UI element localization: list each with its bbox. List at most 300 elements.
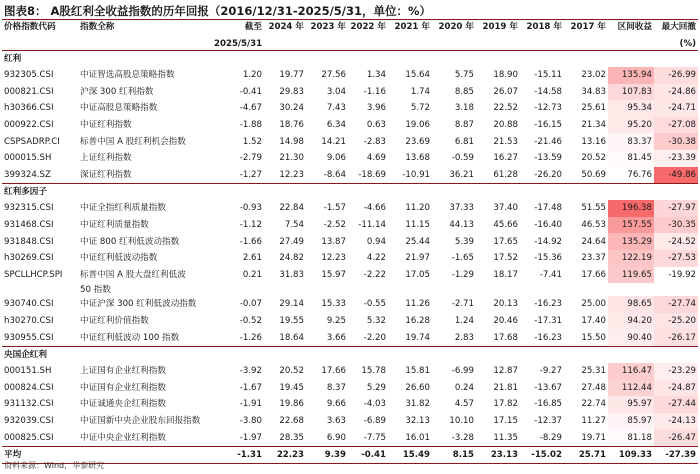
index-name: 中证 800 红利低波动指数 <box>80 236 180 247</box>
header-2017: 2017 年 <box>570 22 606 32</box>
index-name: 标普中国 A 股红利机会指数 <box>80 136 186 147</box>
value-interval: 196.38 <box>608 200 654 217</box>
value-2020: -3.28 <box>432 429 476 446</box>
header-cutoff-date: 2025/5/31 <box>214 38 263 49</box>
value-2018: -13.59 <box>534 153 562 164</box>
value-2022: -4.66 <box>363 203 386 214</box>
value-2023: -2.52 <box>323 220 346 231</box>
index-name: 中证沪深 300 红利低波动指数 <box>80 299 197 310</box>
value-2021: 32.13 <box>405 415 430 426</box>
table-row <box>2 217 698 234</box>
value-2019: 20.46 <box>493 316 518 327</box>
table-row <box>2 267 698 284</box>
value-interval: 85.97 <box>608 413 654 430</box>
blank-cell <box>388 283 432 296</box>
average-maxdd: -27.39 <box>654 446 698 463</box>
value-2023: 14.21 <box>321 136 346 147</box>
value-2024: 28.35 <box>264 429 306 446</box>
value-2022: 5.32 <box>366 316 386 327</box>
value-2017: 34.83 <box>581 86 606 97</box>
value-2021: 19.06 <box>405 120 430 131</box>
value-interval: 81.45 <box>608 150 654 167</box>
header-interval: 区间收益 <box>617 22 652 32</box>
section-label: 红利多因子 <box>4 187 47 198</box>
header-2019: 2019 年 <box>482 22 518 32</box>
value-interval: 157.55 <box>608 217 654 234</box>
average-2017: 25.71 <box>564 446 608 463</box>
value-2018: -12.73 <box>534 103 562 114</box>
blank-cell <box>564 283 608 296</box>
header-2020: 2020 年 <box>438 22 474 32</box>
index-code: h30270.CSI <box>4 316 54 327</box>
value-2017: 24.64 <box>581 236 606 247</box>
value-2017: 15.50 <box>564 329 608 346</box>
value-cutoff: -1.27 <box>212 167 264 184</box>
value-2024: 18.64 <box>264 329 306 346</box>
value-cutoff: -1.88 <box>239 120 262 131</box>
value-2023: 9.25 <box>326 316 346 327</box>
value-2020: 44.13 <box>449 220 474 231</box>
index-code: 000151.SH <box>4 366 52 377</box>
value-cutoff: -1.91 <box>239 399 262 410</box>
table-row <box>2 329 698 346</box>
value-maxdd: -26.99 <box>654 67 698 84</box>
index-name: 中证中央企业红利指数 <box>78 429 212 446</box>
value-2022: -0.55 <box>363 299 386 310</box>
value-2020: 10.10 <box>449 415 474 426</box>
section-header <box>2 51 698 68</box>
value-2021: 11.20 <box>405 203 430 214</box>
index-code: 932305.CSI <box>4 70 54 81</box>
value-cutoff: -0.52 <box>239 316 262 327</box>
value-maxdd: -30.38 <box>654 133 698 150</box>
index-name: 中证全指红利质量指数 <box>80 203 166 214</box>
value-maxdd: -24.71 <box>654 100 698 117</box>
value-2019: 21.81 <box>493 382 518 393</box>
blank-cell <box>654 283 698 296</box>
value-cutoff: -4.67 <box>239 103 262 114</box>
value-cutoff: -0.93 <box>239 203 262 214</box>
average-2022: -0.41 <box>348 446 388 463</box>
value-2023: 7.43 <box>326 103 346 114</box>
value-2023: 8.37 <box>326 382 346 393</box>
value-2018: -16.23 <box>520 329 564 346</box>
value-2024: 31.83 <box>279 269 304 280</box>
table-body <box>2 21 698 463</box>
value-2019: 61.28 <box>476 167 520 184</box>
value-maxdd: -49.86 <box>654 167 698 184</box>
value-2017: 23.02 <box>581 70 606 81</box>
value-2023: 6.90 <box>306 429 348 446</box>
value-2019: 17.15 <box>493 415 518 426</box>
value-cutoff: -1.97 <box>212 429 264 446</box>
value-2017: 21.34 <box>581 120 606 131</box>
average-2021: 15.49 <box>388 446 432 463</box>
value-2020: 0.24 <box>454 382 474 393</box>
value-2018: -7.41 <box>539 269 562 280</box>
value-2018: -15.11 <box>534 70 562 81</box>
value-2018: -16.40 <box>534 220 562 231</box>
value-interval: 95.20 <box>608 117 654 134</box>
value-maxdd: -24.13 <box>654 413 698 430</box>
index-code: 930955.CSI <box>2 329 78 346</box>
index-name: 中证高股息策略指数 <box>80 103 158 114</box>
value-2017: 22.74 <box>581 399 606 410</box>
value-2020: 36.21 <box>432 167 476 184</box>
value-2024: 27.49 <box>279 236 304 247</box>
header-2018: 2018 年 <box>526 22 562 32</box>
value-2020: 37.33 <box>449 203 474 214</box>
index-code: 399324.SZ <box>2 167 78 184</box>
value-interval: 135.29 <box>608 233 654 250</box>
table-row-continuation <box>2 283 698 296</box>
value-interval: 81.18 <box>608 429 654 446</box>
blank-cell <box>264 283 306 296</box>
value-cutoff: -1.26 <box>212 329 264 346</box>
value-2017: 11.27 <box>581 415 606 426</box>
value-2024: 19.55 <box>279 316 304 327</box>
value-2022: 1.34 <box>366 70 386 81</box>
blank-cell <box>476 283 520 296</box>
value-2023: 9.06 <box>326 153 346 164</box>
value-2022: 5.29 <box>366 382 386 393</box>
value-2019: 17.52 <box>493 253 518 264</box>
value-2024: 19.77 <box>279 70 304 81</box>
header-code: 价格指数代码 <box>4 22 56 32</box>
value-2021: 1.74 <box>410 86 430 97</box>
value-2019: 18.90 <box>493 70 518 81</box>
index-name: 中证国新中央企业股东回报指数 <box>80 415 201 426</box>
value-cutoff: 1.20 <box>242 70 262 81</box>
index-name: 中证红利指数 <box>80 120 132 131</box>
value-2024: 24.82 <box>279 253 304 264</box>
value-maxdd: -27.74 <box>654 296 698 313</box>
value-interval: 122.19 <box>608 250 654 267</box>
value-2022: 4.22 <box>366 253 386 264</box>
header-cutoff: 截至 <box>244 22 262 32</box>
blank-cell <box>520 283 564 296</box>
value-interval: 94.20 <box>608 313 654 330</box>
value-2022: 3.96 <box>366 103 386 114</box>
value-maxdd: -23.39 <box>654 150 698 167</box>
value-2020: -0.59 <box>451 153 474 164</box>
value-2019: 26.07 <box>493 86 518 97</box>
header-row-2 <box>2 37 698 51</box>
average-2024: 22.23 <box>264 446 306 463</box>
value-2023: 13.87 <box>321 236 346 247</box>
value-2017: 27.48 <box>581 382 606 393</box>
section-header <box>2 346 698 363</box>
index-code: 000824.CSI <box>4 382 54 393</box>
value-2022: 4.69 <box>366 153 386 164</box>
value-interval: 135.94 <box>608 67 654 84</box>
value-2024: 18.76 <box>279 120 304 131</box>
value-maxdd: -24.86 <box>654 84 698 101</box>
table-row <box>2 167 698 184</box>
value-2023: 3.63 <box>326 415 346 426</box>
value-2022: 0.94 <box>366 236 386 247</box>
value-2021: 11.15 <box>405 220 430 231</box>
average-row <box>2 446 698 463</box>
value-2020: 5.75 <box>454 70 474 81</box>
value-2018: -17.31 <box>534 316 562 327</box>
value-maxdd: -24.87 <box>654 380 698 397</box>
value-2018: -21.46 <box>534 136 562 147</box>
value-2019: 12.87 <box>493 366 518 377</box>
value-2019: 45.66 <box>493 220 518 231</box>
table-row <box>2 233 698 250</box>
header-row <box>2 21 698 37</box>
section-label: 央国企红利 <box>4 349 47 360</box>
average-interval: 109.33 <box>608 446 654 463</box>
value-cutoff: 0.21 <box>242 269 262 280</box>
index-code: 931132.CSI <box>4 399 54 410</box>
value-2021: 16.28 <box>405 316 430 327</box>
value-2017: 17.40 <box>581 316 606 327</box>
value-2021: 13.68 <box>405 153 430 164</box>
value-interval: 112.44 <box>608 380 654 397</box>
index-name: 深证红利指数 <box>78 167 212 184</box>
value-interval: 95.34 <box>608 100 654 117</box>
value-2021: 15.64 <box>405 70 430 81</box>
average-2023: 9.39 <box>306 446 348 463</box>
value-2022: -7.75 <box>348 429 388 446</box>
average-cutoff: -1.31 <box>212 446 264 463</box>
value-2024: 21.30 <box>279 153 304 164</box>
value-maxdd: -30.35 <box>654 217 698 234</box>
value-cutoff: -0.07 <box>239 299 262 310</box>
index-name: 上证红利指数 <box>80 153 132 164</box>
value-2021: 31.82 <box>405 399 430 410</box>
value-2018: -16.85 <box>534 399 562 410</box>
value-2017: 25.00 <box>581 299 606 310</box>
index-name: 中证红利低波动指数 <box>80 253 158 264</box>
value-2021: -10.91 <box>388 167 432 184</box>
value-2023: -8.64 <box>306 167 348 184</box>
value-2017: 25.61 <box>581 103 606 114</box>
header-2022: 2022 年 <box>350 22 386 32</box>
value-2021: 21.97 <box>405 253 430 264</box>
index-name: 中证国有企业红利指数 <box>80 382 166 393</box>
index-name: 中证智选高股息策略指数 <box>80 70 175 81</box>
value-cutoff: -3.92 <box>239 366 262 377</box>
value-2024: 22.68 <box>279 415 304 426</box>
table-row <box>2 117 698 134</box>
value-2024: 7.54 <box>284 220 304 231</box>
value-maxdd: -24.52 <box>654 233 698 250</box>
index-code: CSPSADRP.CI <box>4 136 60 147</box>
value-maxdd: -23.29 <box>654 363 698 380</box>
source-note: 资料来源：Wind，华泰研究 <box>4 461 105 470</box>
value-2024: 19.86 <box>279 399 304 410</box>
average-2020: 8.15 <box>432 446 476 463</box>
value-cutoff: 1.52 <box>242 136 262 147</box>
value-2018: -14.92 <box>534 236 562 247</box>
table-row <box>2 100 698 117</box>
value-2023: 3.04 <box>326 86 346 97</box>
header-2024: 2024 年 <box>268 22 304 32</box>
value-2019: 16.27 <box>493 153 518 164</box>
value-2021: 23.69 <box>405 136 430 147</box>
value-2018: -8.29 <box>520 429 564 446</box>
value-2020: -2.71 <box>451 299 474 310</box>
value-2022: -1.16 <box>363 86 386 97</box>
value-cutoff: -1.12 <box>239 220 262 231</box>
section-label: 红利 <box>4 54 22 64</box>
index-code: 000825.CSI <box>2 429 78 446</box>
value-2018: -14.58 <box>534 86 562 97</box>
value-cutoff: -0.41 <box>239 86 262 97</box>
value-cutoff: -3.80 <box>239 415 262 426</box>
table-row <box>2 429 698 446</box>
value-maxdd: -27.97 <box>654 200 698 217</box>
value-2020: 4.57 <box>454 399 474 410</box>
table-row <box>2 363 698 380</box>
value-2020: 3.18 <box>454 103 474 114</box>
value-2024: 30.24 <box>279 103 304 114</box>
header-name: 指数全称 <box>80 22 115 32</box>
blank-cell <box>348 283 388 296</box>
value-maxdd: -27.08 <box>654 117 698 134</box>
value-cutoff: -1.67 <box>239 382 262 393</box>
index-name-line2: 50 指数 <box>80 284 111 295</box>
value-2021: 5.72 <box>410 103 430 114</box>
value-2022: 15.78 <box>361 366 386 377</box>
value-2020: 1.24 <box>454 316 474 327</box>
table-row <box>2 396 698 413</box>
value-2019: 20.88 <box>493 120 518 131</box>
index-code: 930740.CSI <box>4 299 54 310</box>
title-rule <box>2 19 698 20</box>
value-2022: -18.69 <box>348 167 388 184</box>
average-2019: 23.13 <box>476 446 520 463</box>
header-2021: 2021 年 <box>394 22 430 32</box>
value-2017: 51.55 <box>581 203 606 214</box>
value-2020: -1.65 <box>451 253 474 264</box>
index-name: 标普中国 A 股大盘红利低波 <box>80 269 186 280</box>
value-2020: 2.83 <box>432 329 476 346</box>
value-2018: -26.20 <box>520 167 564 184</box>
index-code: 932315.CSI <box>4 203 54 214</box>
value-cutoff: -2.79 <box>239 153 262 164</box>
value-cutoff: 2.61 <box>242 253 262 264</box>
average-label: 平均 <box>2 446 78 463</box>
index-name: 沪深 300 红利指数 <box>80 86 154 97</box>
value-2023: 3.66 <box>306 329 348 346</box>
value-2017: 19.71 <box>564 429 608 446</box>
value-interval: 83.37 <box>608 133 654 150</box>
value-2017: 13.16 <box>581 136 606 147</box>
value-2019: 37.40 <box>493 203 518 214</box>
value-interval: 119.65 <box>608 267 654 284</box>
index-name: 中证红利价值指数 <box>80 316 149 327</box>
header-maxdd: 最大回撤 <box>661 22 696 32</box>
index-code: h30269.CSI <box>4 253 54 264</box>
table-row <box>2 67 698 84</box>
value-2020: 8.85 <box>454 86 474 97</box>
index-name: 中证诚通央企红利指数 <box>80 399 166 410</box>
index-code: 931848.CSI <box>4 236 54 247</box>
value-2017: 17.66 <box>581 269 606 280</box>
table-row <box>2 250 698 267</box>
value-2021: 19.74 <box>388 329 432 346</box>
value-interval: 76.76 <box>608 167 654 184</box>
header-2023: 2023 年 <box>310 22 346 32</box>
value-interval: 107.83 <box>608 84 654 101</box>
index-name: 中证红利低波动 100 指数 <box>78 329 212 346</box>
value-2023: 12.23 <box>321 253 346 264</box>
value-2019: 17.68 <box>476 329 520 346</box>
table-row <box>2 380 698 397</box>
value-maxdd: -26.47 <box>654 429 698 446</box>
value-2024: 14.98 <box>279 136 304 147</box>
value-2023: 15.33 <box>321 299 346 310</box>
value-2022: -6.89 <box>363 415 386 426</box>
value-2020: 5.39 <box>454 236 474 247</box>
average-2018: -15.02 <box>520 446 564 463</box>
value-2019: 21.53 <box>493 136 518 147</box>
index-code: 000015.SH <box>4 153 52 164</box>
index-code: 931468.CSI <box>4 220 54 231</box>
value-maxdd: -26.17 <box>654 329 698 346</box>
value-maxdd: -27.44 <box>654 396 698 413</box>
value-2023: 17.66 <box>321 366 346 377</box>
index-code: 000922.CSI <box>4 120 54 131</box>
value-2020: -1.29 <box>451 269 474 280</box>
value-2019: 17.65 <box>493 236 518 247</box>
value-interval: 95.97 <box>608 396 654 413</box>
value-2020: -6.99 <box>451 366 474 377</box>
table-row <box>2 413 698 430</box>
value-2019: 18.17 <box>493 269 518 280</box>
value-2023: -1.57 <box>323 203 346 214</box>
value-2020: 8.87 <box>454 120 474 131</box>
value-2018: -17.48 <box>534 203 562 214</box>
value-2020: 6.81 <box>454 136 474 147</box>
value-2019: 22.52 <box>493 103 518 114</box>
value-2022: -11.14 <box>358 220 386 231</box>
table-row <box>2 200 698 217</box>
value-2021: 26.60 <box>405 382 430 393</box>
table-row <box>2 84 698 101</box>
value-2022: -4.03 <box>363 399 386 410</box>
table-row <box>2 296 698 313</box>
value-2024: 19.45 <box>279 382 304 393</box>
value-2022: -2.83 <box>363 136 386 147</box>
blank-cell <box>2 283 78 296</box>
value-2017: 25.31 <box>581 366 606 377</box>
returns-table <box>2 21 698 464</box>
value-2019: 11.35 <box>476 429 520 446</box>
value-2018: -13.67 <box>534 382 562 393</box>
value-maxdd: -27.53 <box>654 250 698 267</box>
index-name: 中证红利质量指数 <box>80 220 149 231</box>
blank-cell <box>432 283 476 296</box>
value-2017: 20.52 <box>581 153 606 164</box>
value-2021: 16.01 <box>388 429 432 446</box>
value-interval: 98.65 <box>608 296 654 313</box>
value-2018: -9.27 <box>539 366 562 377</box>
blank-cell <box>212 283 264 296</box>
value-2017: 23.37 <box>581 253 606 264</box>
index-name: 上证国有企业红利指数 <box>80 366 166 377</box>
value-2021: 11.26 <box>405 299 430 310</box>
index-code: 000821.CSI <box>4 86 54 97</box>
value-2024: 12.23 <box>264 167 306 184</box>
value-2022: 0.63 <box>366 120 386 131</box>
index-code: SPCLLHCP.SPI <box>4 269 63 280</box>
value-cutoff: -1.66 <box>239 236 262 247</box>
